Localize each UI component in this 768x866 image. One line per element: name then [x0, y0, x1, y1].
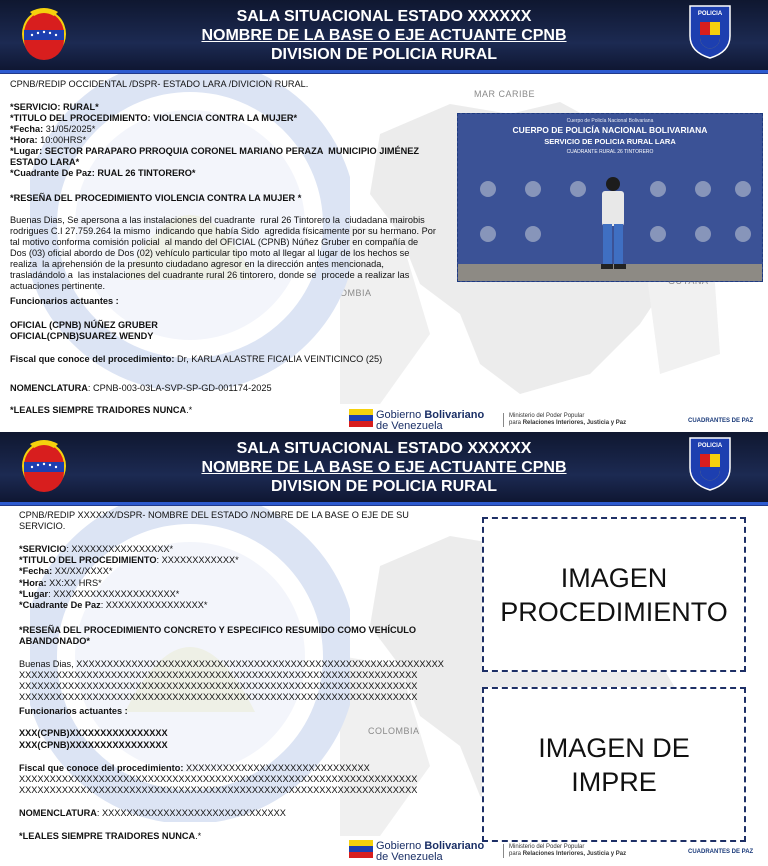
map-label-colombia-2: COLOMBIA: [368, 726, 420, 736]
min-line-2a: para: [509, 420, 523, 426]
funcionarios-label: Funcionarios actuantes :: [10, 296, 119, 306]
photo-banner-cuadrante: CUADRANTE RURAL 26 TINTORERO: [566, 149, 654, 155]
svg-text:POLICIA: POLICIA: [697, 443, 723, 449]
header-title-line1: SALA SITUACIONAL ESTADO XXXXXX: [236, 8, 532, 25]
leales-end: .*: [195, 831, 202, 841]
photo-banner-main: CUERPO DE POLICÍA NACIONAL BOLIVARIANA: [512, 125, 708, 135]
hora-label: *Hora:: [10, 135, 41, 145]
fecha-value: XX/XX/XXXX*: [54, 566, 113, 576]
gob-text-c: de Venezuela: [376, 420, 443, 432]
venezuela-shield-icon: [20, 4, 68, 60]
header-title-line3: DIVISION DE POLICIA RURAL: [270, 478, 498, 495]
header-title-line2: NOMBRE DE LA BASE O EJE ACTUANTE CPNB: [201, 459, 567, 476]
gob-text-c: de Venezuela: [376, 851, 443, 863]
oficial-2: XXX(CPNB)XXXXXXXXXXXXXXXX: [19, 740, 168, 750]
titulo-value: : VIOLENCIA CONTRA LA MUJER*: [147, 113, 298, 123]
nomenclatura-line: [10, 383, 272, 394]
fiscal-value: Dr, KARLA ALASTRE FICALIA VEINTICINCO (25): [174, 354, 383, 364]
leales-line: [19, 831, 201, 842]
header-divider: [0, 502, 768, 505]
photo-banner-servicio: SERVICIO DE POLICIA RURAL LARA: [544, 137, 676, 146]
min-line-1: Ministerio del Poder Popular: [509, 844, 585, 850]
cuadrantes-de-paz-logo: CUADRANTES DE PAZ: [688, 418, 754, 424]
resena-body: Buenas Dias, Se apersona a las instalaciones del cuadrante rural 26 Tintorero la ciudadana mairobis rodrigues C.I 27.759.264 la mismo indicando que había Sido agredida físicamente por su hermano. Por tal motivo conforma comisión policial al mando del OFICIAL (CPNB) Núñez Gruber en compañía de Dos (03) oficial abordo de Dos (02) vehículo particular tipo moto al llegar al lugar de los hechos se realiza la aprehensión de la presunto ciudadano agresor en la dirección antes mencionada, trasladándolo a las instalaciones del cuadrante rural 26 tintorero, donde se procede a realizar las actuaciones pertinente.: [10, 215, 436, 291]
fiscal-label: Fiscal que conoce del procedimiento:: [10, 354, 175, 364]
oficial-2: OFICIAL(CPNB)SUAREZ WENDY: [10, 331, 154, 341]
gob-text-b: Bolivariano: [424, 840, 485, 852]
fiscal-label: Fiscal que conoce del procedimiento:: [19, 763, 184, 773]
cuadrante-value: : XXXXXXXXXXXXXXXX*: [100, 600, 208, 610]
image-placeholder-procedimiento: IMAGEN PROCEDIMIENTO: [482, 517, 746, 672]
gob-text-a: Gobierno: [376, 840, 425, 852]
min-line-1: Ministerio del Poder Popular: [509, 413, 585, 419]
servicio-value: : XXXXXXXXXXXXXXXX*: [66, 544, 174, 554]
cuadrantes-de-paz-logo: CUADRANTES DE PAZ: [688, 849, 754, 855]
procedure-photo: [457, 113, 763, 282]
police-badge-icon: [686, 434, 734, 492]
ministerio-text: [503, 844, 626, 858]
header-title-line2: NOMBRE DE LA BASE O EJE ACTUANTE CPNB: [201, 27, 567, 44]
leales-line: [10, 405, 192, 416]
leales-motto: *LEALES SIEMPRE TRAIDORES NUNCA: [10, 405, 187, 415]
photo-banner-small: Cuerpo de Policía Nacional Bolivariana: [566, 118, 654, 124]
hora-label: *Hora:: [19, 578, 50, 588]
slide-2: [0, 432, 768, 866]
cuadrante-value: : RUAL 26 TINTORERO*: [91, 168, 196, 178]
titulo-value: : XXXXXXXXXXXX*: [156, 555, 239, 565]
svg-text:POLICIA: POLICIA: [697, 11, 723, 17]
header-title-line3: DIVISION DE POLICIA RURAL: [270, 46, 498, 63]
oficial-1: XXX(CPNB)XXXXXXXXXXXXXXXX: [19, 728, 168, 738]
min-line-2b: Relaciones Interiores, Justicia y Paz: [522, 420, 627, 426]
gobierno-flag-icon: [349, 409, 373, 427]
servicio-line: [19, 544, 173, 555]
gobierno-logo-text: [376, 841, 484, 863]
leales-end: .*: [186, 405, 193, 415]
fecha-label: *Fecha:: [10, 124, 46, 134]
venezuela-shield-icon: [20, 436, 68, 492]
org-line: CPNB/REDIP XXXXXX/DSPR- NOMBRE DEL ESTADO /NOMBRE DE LA BASE O EJE DE SU SERVICIO.: [19, 510, 409, 531]
nomenclatura-line: [19, 808, 286, 819]
cuadrante-label: *Cuadrante De Paz: [19, 600, 101, 610]
map-label-colombia: OMBIA: [340, 288, 372, 298]
hora-line: [19, 578, 102, 589]
fiscal-line: [10, 354, 382, 365]
lugar-line: [19, 589, 179, 600]
hora-value: XX:XX HRS*: [49, 578, 102, 588]
lugar-label: *Lugar: [19, 589, 49, 599]
nomenclatura-label: NOMENCLATURA: [19, 808, 97, 818]
nomenclatura-value: : CPNB-003-03LA-SVP-SP-GD-001174-2025: [87, 383, 272, 393]
servicio-line: [10, 102, 99, 113]
nomenclatura-label: NOMENCLATURA: [10, 383, 88, 393]
image-placeholder-impre: IMAGEN DE IMPRE: [482, 687, 746, 842]
min-line-2b: Relaciones Interiores, Justicia y Paz: [522, 851, 627, 857]
fecha-line: [10, 124, 95, 135]
oficial-1: OFICIAL (CPNB) NÚÑEZ GRUBER: [10, 320, 158, 330]
fiscal-line: [19, 763, 417, 796]
titulo-label: *TITULO DEL PROCEDIMIENTO: [19, 555, 157, 565]
titulo-line: [19, 555, 239, 566]
titulo-label: *TITULO DEL PROCEDIMIENTO: [10, 113, 148, 123]
cuadrante-line: [19, 600, 207, 611]
servicio-value: : RURAL*: [57, 102, 99, 112]
lugar-line-2: ESTADO LARA*: [10, 157, 80, 167]
gobierno-logo-text: [376, 410, 484, 432]
lugar-line: *Lugar: SECTOR PARAPARO PRROQUIA CORONEL MARIANO PERAZA MUNICIPIO JIMÉNEZ: [10, 146, 420, 156]
min-line-2a: para: [509, 851, 523, 857]
slide-1: [0, 0, 768, 432]
header-divider: [0, 70, 768, 73]
hora-line: [10, 135, 86, 146]
hora-value: 10:00HRS*: [40, 135, 87, 145]
map-label-caribe: MAR CARIBE: [474, 89, 536, 99]
lugar-value: : XXXXXXXXXXXXXXXXXXXX*: [48, 589, 180, 599]
leales-motto: *LEALES SIEMPRE TRAIDORES NUNCA: [19, 831, 196, 841]
header-title-line1: SALA SITUACIONAL ESTADO XXXXXX: [236, 440, 532, 457]
fiscal-value: XXXXXXXXXXXXXXXXXXXXXXXXXXXXXX XXXXXXXXXXXXXXXXXXXXXXXXXXXXXXXXXXXXXXXXXXXXXXXXXXXXXXXXXXXXXXXXX XXXXXXXXXXXXXXXXXXXXXXXXXXXXXXXXXXXXXXXXXXXXXXXXXXXXXXXXXXXXXXXXX: [19, 763, 418, 795]
fecha-line: [19, 566, 112, 577]
nomenclatura-value: : XXXXXXXXXXXXXXXXXXXXXXXXXXXXXX: [96, 808, 286, 818]
ministerio-text: [503, 413, 626, 427]
resena-body: Buenas Dias, XXXXXXXXXXXXXXXXXXXXXXXXXXXXXXXXXXXXXXXXXXXXXXXXXXXXXXXXXXXX XXXXXXXXXXXXXXXXXXXXXXXXXXXXXXXXXXXXXXXXXXXXXXXXXXXXXXXXXXXXXXXXX XXXXXXXXXXXXXXXXXXXXXXXXXXXXXXXXXXXXXXXXXXXXXXXXXXXXXXXXXXXXXXXXX XXXXXXXXXXXXXXXXXXXXXXXXXXXXXXXXXXXXXXXXXXXXXXXXXXXXXXXXXXXXXXXXX: [19, 659, 444, 702]
servicio-label: *SERVICIO: [10, 102, 58, 112]
gobierno-flag-icon: [349, 840, 373, 858]
org-line: CPNB/REDIP OCCIDENTAL /DSPR- ESTADO LARA /DIVICION RURAL.: [10, 79, 309, 89]
cuadrante-line: [10, 168, 196, 179]
gob-text-a: Gobierno: [376, 409, 425, 421]
procedure-photo-scene: [458, 114, 762, 281]
fecha-value: 31/05/2025*: [45, 124, 96, 134]
funcionarios-label: Funcionarios actuantes :: [19, 706, 128, 716]
gob-text-b: Bolivariano: [424, 409, 485, 421]
police-badge-icon: [686, 2, 734, 60]
resena-title: *RESEÑA DEL PROCEDIMIENTO CONCRETO Y ESPECIFICO RESUMIDO COMO VEHÍCULO ABANDONADO*: [19, 625, 416, 646]
titulo-line: [10, 113, 297, 124]
resena-title: *RESEÑA DEL PROCEDIMIENTO VIOLENCIA CONTRA LA MUJER *: [10, 193, 302, 203]
cuadrante-label: *Cuadrante De Paz: [10, 168, 92, 178]
servicio-label: *SERVICIO: [19, 544, 67, 554]
fecha-label: *Fecha:: [19, 566, 55, 576]
